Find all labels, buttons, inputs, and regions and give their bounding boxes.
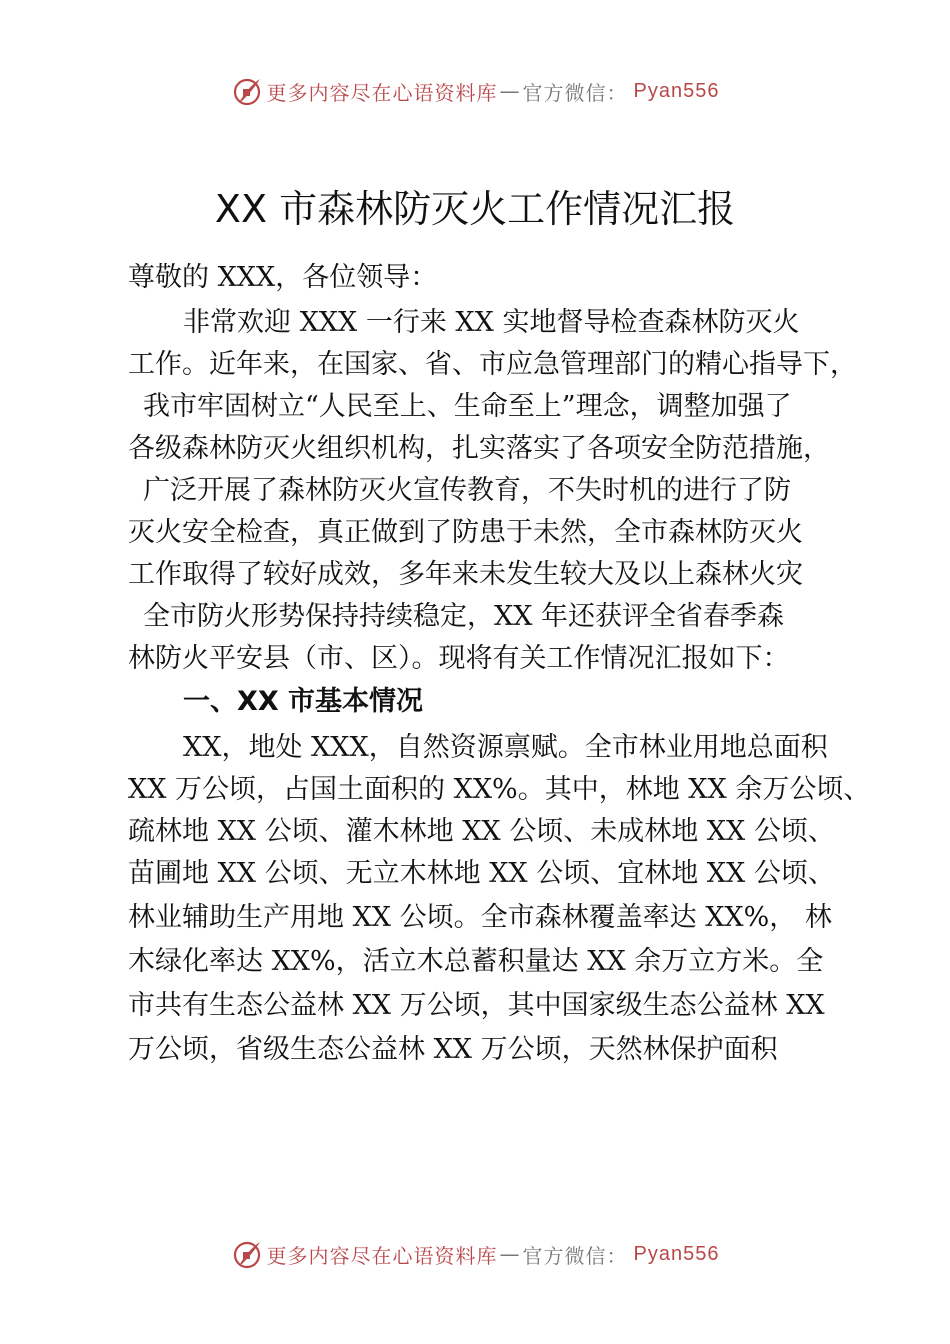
intro-line: 灭火安全检查，真正做到了防患于未然，全市森林防灭火 (128, 517, 803, 548)
watermark-wechat-id: Pyan556 (633, 79, 720, 102)
watermark-wechat-id: Pyan556 (633, 1242, 720, 1265)
intro-line: 我市牢固树立“人民至上、生命至上”理念，调整加强了 (143, 391, 792, 422)
watermark-tail: 官方微信： (522, 1243, 628, 1268)
section-line: 苗圃地 XX 公顷、无立木林地 XX 公顷、宜林地 XX 公顷、 (128, 858, 835, 889)
section-line: 市共有生态公益林 XX 万公顷，其中国家级生态公益林 XX (128, 990, 825, 1021)
watermark-tail: 官方微信： (522, 80, 628, 105)
watermark-brand: 更多内容尽在心语资料库 (266, 80, 498, 105)
section-line: 林业辅助生产用地 XX 公顷。全市森林覆盖率达 XX%， 林 (128, 902, 832, 933)
watermark-separator: — (499, 79, 521, 103)
intro-line: 工作。近年来，在国家、省、市应急管理部门的精心指导下， (128, 349, 857, 380)
salutation: 尊敬的 XXX，各位领导： (128, 262, 438, 293)
section-line: 木绿化率达 XX%，活立木总蓄积量达 XX 余万立方米。全 (128, 946, 824, 977)
intro-line: 广泛开展了森林防灭火宣传教育，不失时机的进行了防 (143, 475, 791, 506)
document-title: XX 市森林防灭火工作情况汇报 (214, 187, 736, 231)
section-line: XX，地处 XXX，自然资源禀赋。全市林业用地总面积 (183, 732, 828, 763)
section-line: 万公顷，省级生态公益林 XX 万公顷，天然林保护面积 (128, 1034, 778, 1065)
section-heading: 一、XX 市基本情况 (183, 686, 424, 717)
watermark-brand: 更多内容尽在心语资料库 (266, 1243, 498, 1268)
watermark-separator: — (499, 1242, 521, 1266)
watermark-bottom (0, 1238, 950, 1270)
intro-line: 各级森林防灭火组织机构，扎实落实了各项安全防范措施， (128, 433, 830, 464)
intro-line: 林防火平安县（市、区）。现将有关工作情况汇报如下： (128, 643, 790, 674)
intro-line: 工作取得了较好成效，多年来未发生较大及以上森林火灾 (128, 559, 803, 590)
feather-seal-icon (231, 1238, 263, 1270)
feather-seal-icon (231, 75, 263, 107)
section-line: XX 万公顷，占国土面积的 XX%。其中，林地 XX 余万公顷、 (128, 774, 871, 805)
intro-line: 全市防火形势保持持续稳定，XX 年还获评全省春季森 (143, 601, 785, 632)
intro-line: 非常欢迎 XXX 一行来 XX 实地督导检查森林防灭火 (183, 307, 800, 338)
section-line: 疏林地 XX 公顷、灌木林地 XX 公顷、未成林地 XX 公顷、 (128, 816, 835, 847)
watermark-top (0, 75, 950, 107)
